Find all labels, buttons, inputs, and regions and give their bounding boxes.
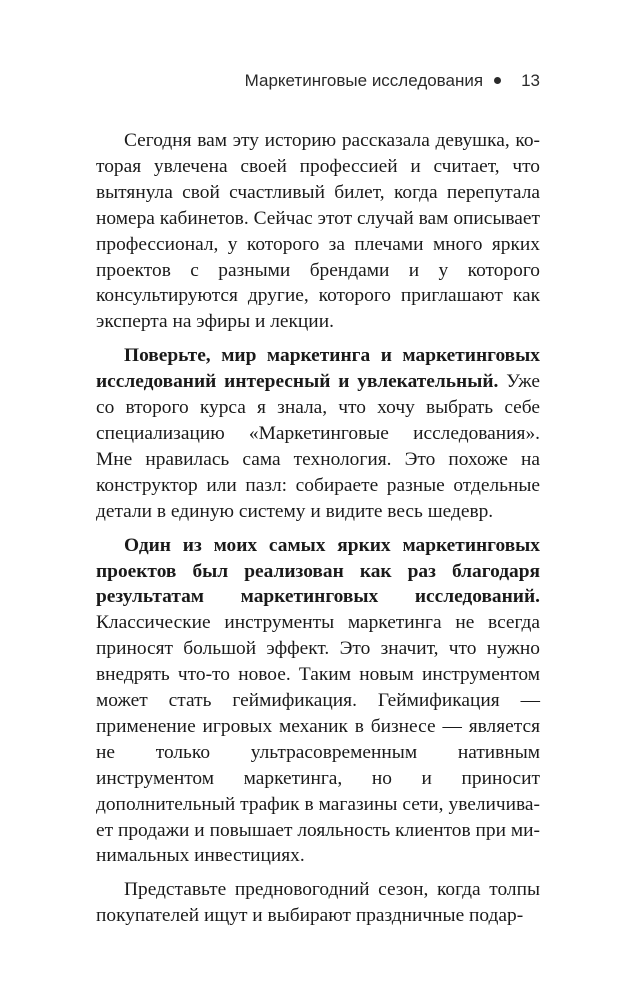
page-number: 13 <box>521 71 540 90</box>
body-text <box>96 128 540 937</box>
paragraph-lead-bold: Поверьте, мир маркетинга и маркетинговых исследований интересный и увлекательный. <box>96 345 540 393</box>
chapter-title: Маркетинговые исследования <box>244 71 484 90</box>
paragraph-text: Уже со второго курса я знала, что хочу выбрать себе специализацию «Маркетинговые исследования». Мне нравилась сама технология. Это похоже на конструктор или пазл: собираете разные отдельные детали в единую систему и видите весь шедевр. <box>96 371 540 522</box>
running-header <box>96 71 540 91</box>
bullet-icon <box>494 77 501 84</box>
paragraph-lead-bold: Один из моих самых ярких маркетинговых проектов был реализован как раз благодаря результатам маркетинговых исследований. <box>96 534 540 608</box>
paragraph-4 <box>96 877 540 929</box>
paragraph-1 <box>96 128 540 335</box>
paragraph-text: Классические инструменты маркетинга не всегда приносят большой эффект. Это значит, что нужно внедрять что-то новое. Таким новым инструментом может стать геймификация. Геймификация — применение игровых механик в бизнесе — является не только ультрасовременным нативным инструментом маркетинга, но и приносит дополнительный трафик в магазины сети, увеличивает продажи и повышает лояльность клиентов при минимальных инвестициях. <box>96 612 540 867</box>
paragraph-2 <box>96 343 540 524</box>
paragraph-text: Сегодня вам эту историю рассказала девушка, которая увлечена своей профессией и считает, что вытянула свой счастливый билет, когда перепутала номера кабинетов. Сейчас этот случай вам описывает профессионал, у которого за плечами много ярких проектов с разными брендами и у которого консультируются другие, которого приглашают как эксперта на эфиры и лекции. <box>96 130 540 333</box>
paragraph-text: Представьте предновогодний сезон, когда толпы покупателей ищут и выбирают праздничные подар- <box>96 879 540 927</box>
paragraph-3 <box>96 533 540 870</box>
